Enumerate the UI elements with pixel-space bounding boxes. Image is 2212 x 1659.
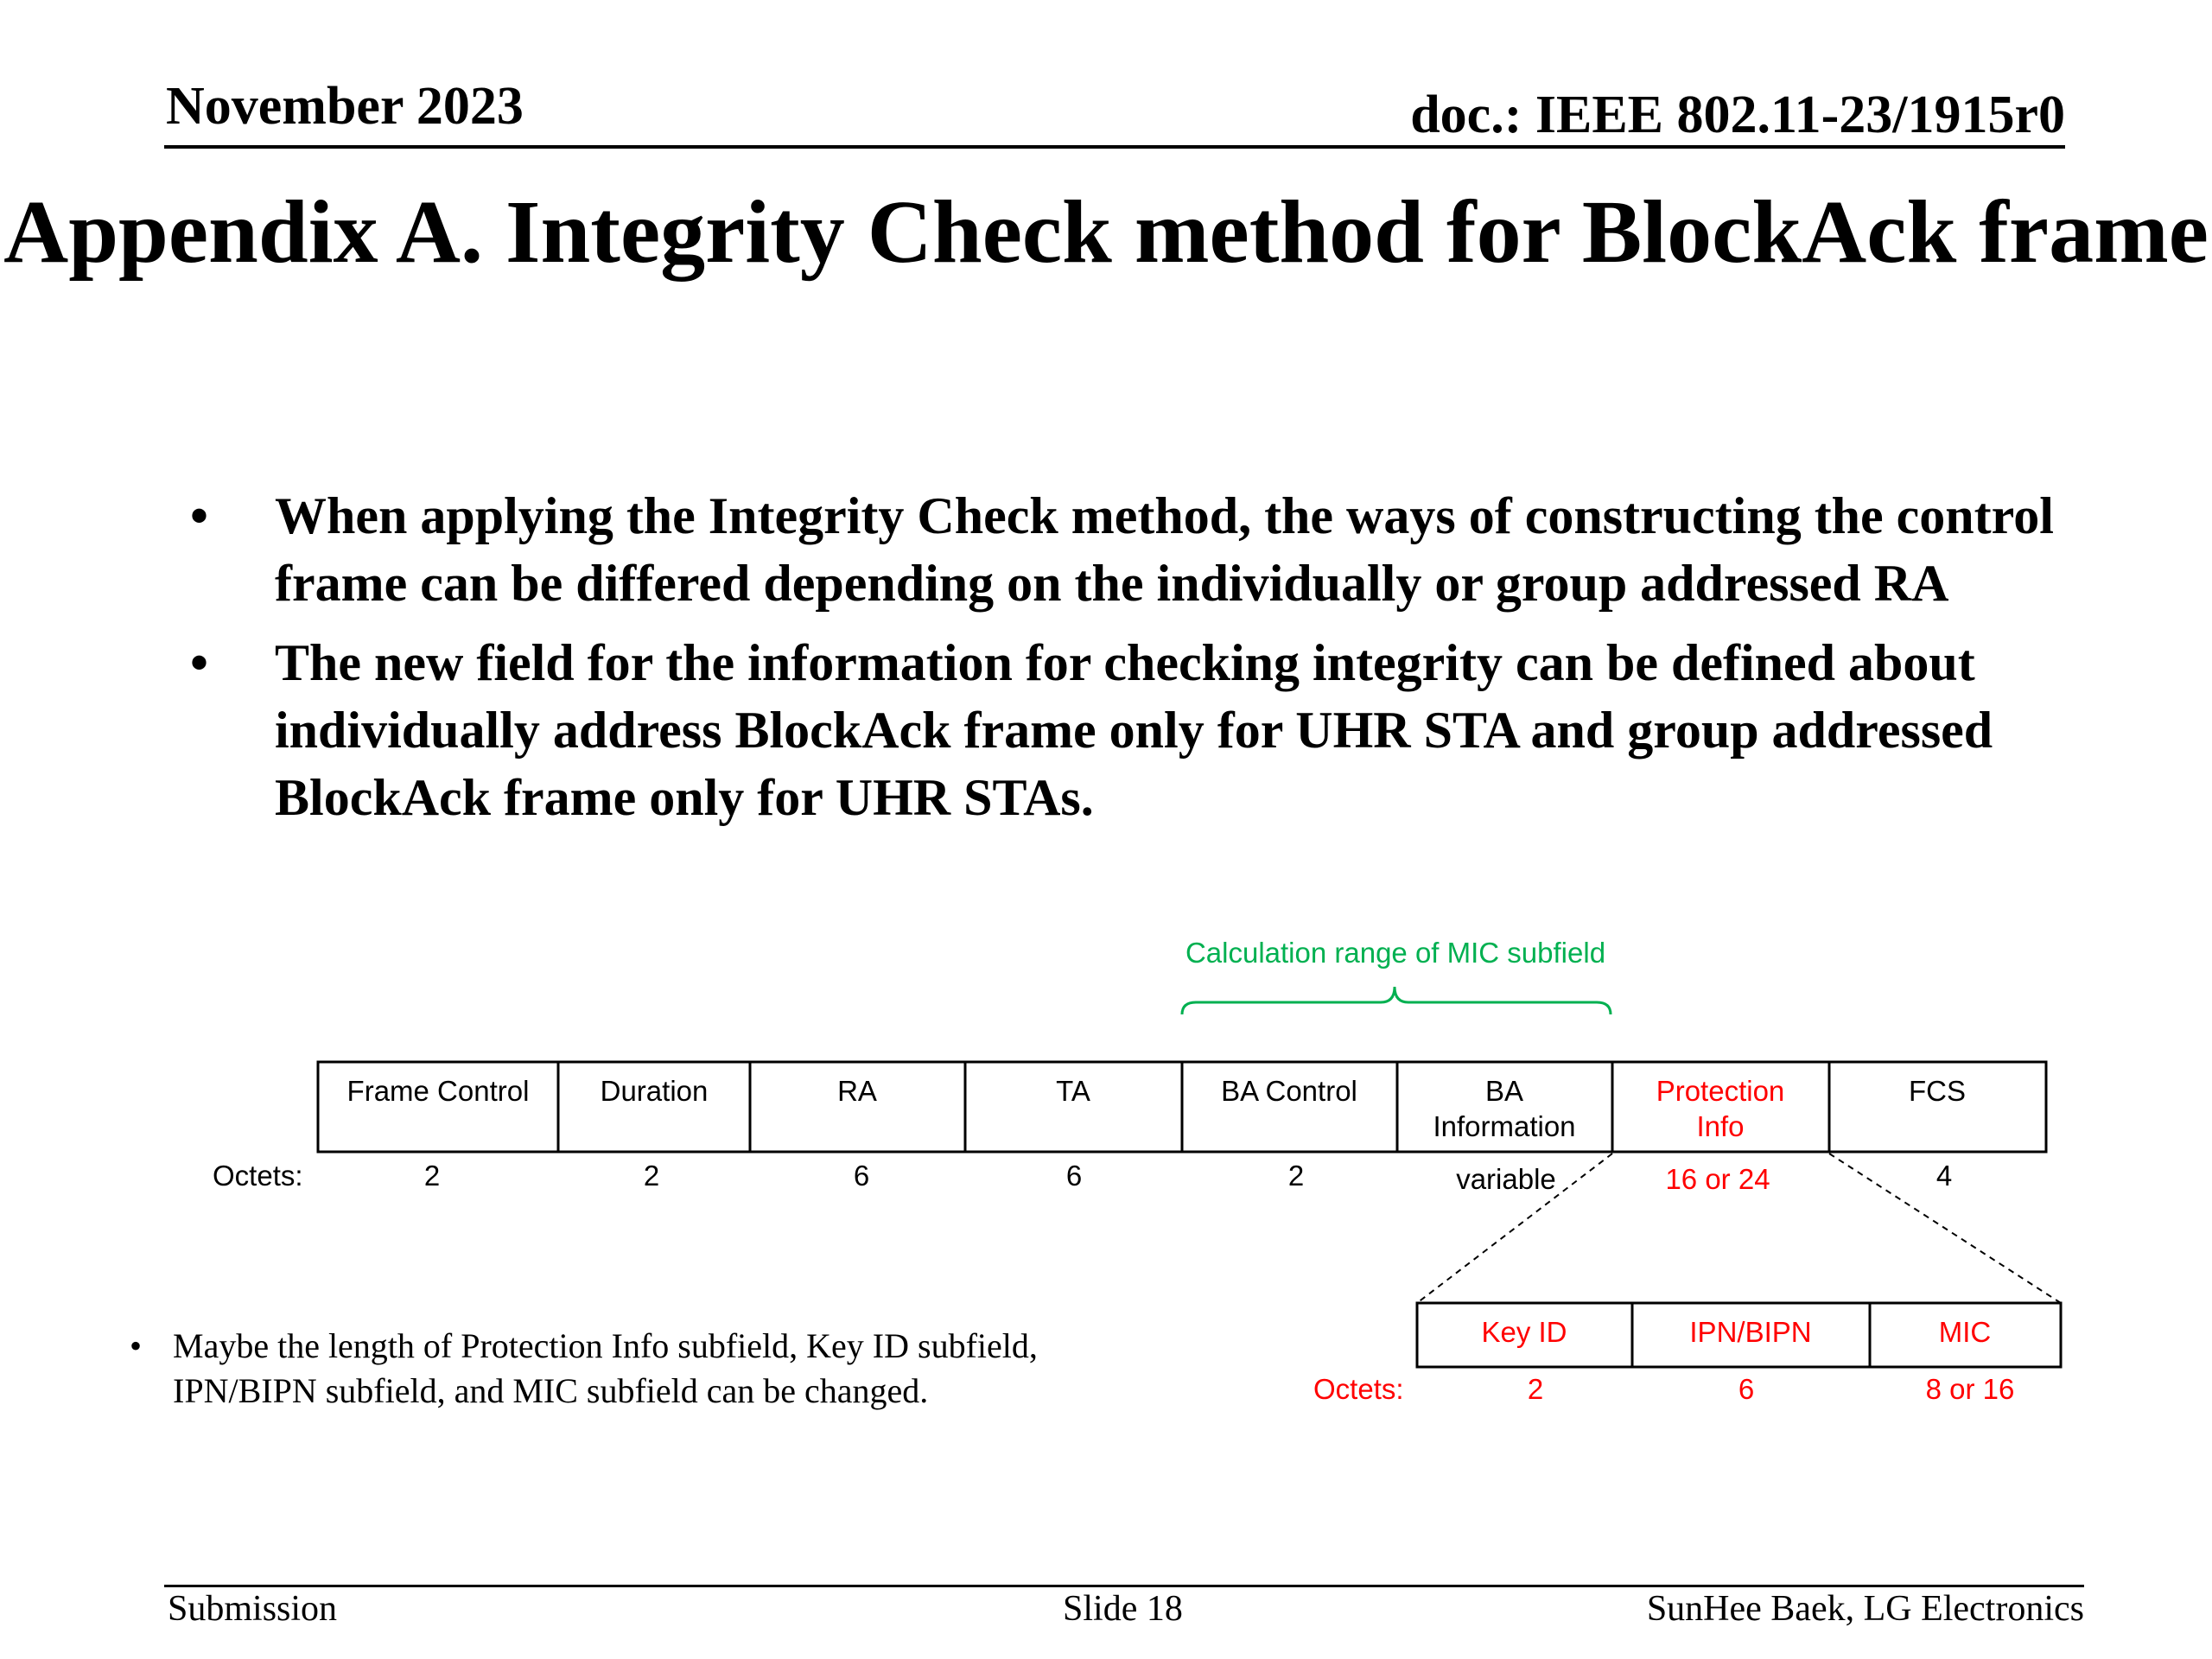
footer-rule bbox=[164, 1585, 2084, 1587]
header-doc-id: doc.: IEEE 802.11-23/1915r0 bbox=[1410, 86, 2065, 144]
octets-value: 2 bbox=[1287, 1160, 1305, 1192]
subfield-name-mic: MIC bbox=[1938, 1316, 1992, 1348]
header-date: November 2023 bbox=[166, 77, 524, 136]
octets-value: 2 bbox=[423, 1160, 441, 1192]
subfield-name-ipn-bipn: IPN/BIPN bbox=[1689, 1316, 1812, 1348]
range-label: Calculation range of MIC subfield bbox=[1185, 937, 1606, 969]
field-name-frame-control: Frame Control bbox=[346, 1075, 530, 1107]
range-brace bbox=[1182, 987, 1611, 1014]
slide-title: Appendix A. Integrity Check method for BlockAck frame bbox=[3, 182, 2209, 282]
note-list bbox=[130, 1324, 1166, 1414]
octets-value: variable bbox=[1456, 1163, 1556, 1195]
subfield-octets-value: 2 bbox=[1527, 1373, 1544, 1405]
field-name-ba-information: BA bbox=[1484, 1075, 1524, 1107]
field-name-ra: RA bbox=[837, 1075, 877, 1107]
bullet-text: When applying the Integrity Check method, the ways of constructing the control frame can be differed depending on the individually or group addressed RA bbox=[275, 487, 2054, 612]
bullet-dot: • bbox=[190, 634, 209, 691]
note-text: Maybe the length of Protection Info subfield, Key ID subfield, IPN/BIPN subfield, and MIC subfield can be changed. bbox=[173, 1326, 1038, 1410]
octets-value-protection-info: 16 or 24 bbox=[1665, 1163, 1770, 1195]
footer-submission: Submission bbox=[168, 1589, 338, 1629]
subfield-octets-label: Octets: bbox=[1313, 1373, 1404, 1405]
octets-value: 6 bbox=[853, 1160, 870, 1192]
subfield-octets-value: 8 or 16 bbox=[1925, 1373, 2015, 1405]
field-name-fcs: FCS bbox=[1909, 1075, 1966, 1107]
subfield-octets-value: 6 bbox=[1738, 1373, 1755, 1405]
octets-value: 2 bbox=[643, 1160, 660, 1192]
bullet-text: The new field for the information for checking integrity can be defined about individually address BlockAck frame only for UHR STA and group addressed BlockAck frame only for UHR STAs. bbox=[275, 634, 1993, 826]
note-dot: • bbox=[130, 1326, 143, 1365]
field-name-ba-information-line2: Information bbox=[1433, 1110, 1576, 1142]
footer-author: SunHee Baek, LG Electronics bbox=[1646, 1589, 2084, 1629]
field-name-ba-control: BA Control bbox=[1221, 1075, 1357, 1107]
field-name-protection-info-line2: Info bbox=[1696, 1110, 1745, 1142]
octets-label: Octets: bbox=[213, 1160, 303, 1192]
octets-value: 4 bbox=[1936, 1160, 1953, 1192]
field-name-duration: Duration bbox=[600, 1075, 709, 1107]
footer-slide-number: Slide 18 bbox=[1063, 1589, 1183, 1629]
subfield-name-key-id: Key ID bbox=[1481, 1316, 1567, 1348]
bullet-dot: • bbox=[190, 487, 209, 544]
octets-value: 6 bbox=[1065, 1160, 1083, 1192]
field-name-ta: TA bbox=[1056, 1075, 1090, 1107]
note-item bbox=[130, 1324, 1166, 1414]
field-name-protection-info: Protection bbox=[1656, 1075, 1785, 1107]
